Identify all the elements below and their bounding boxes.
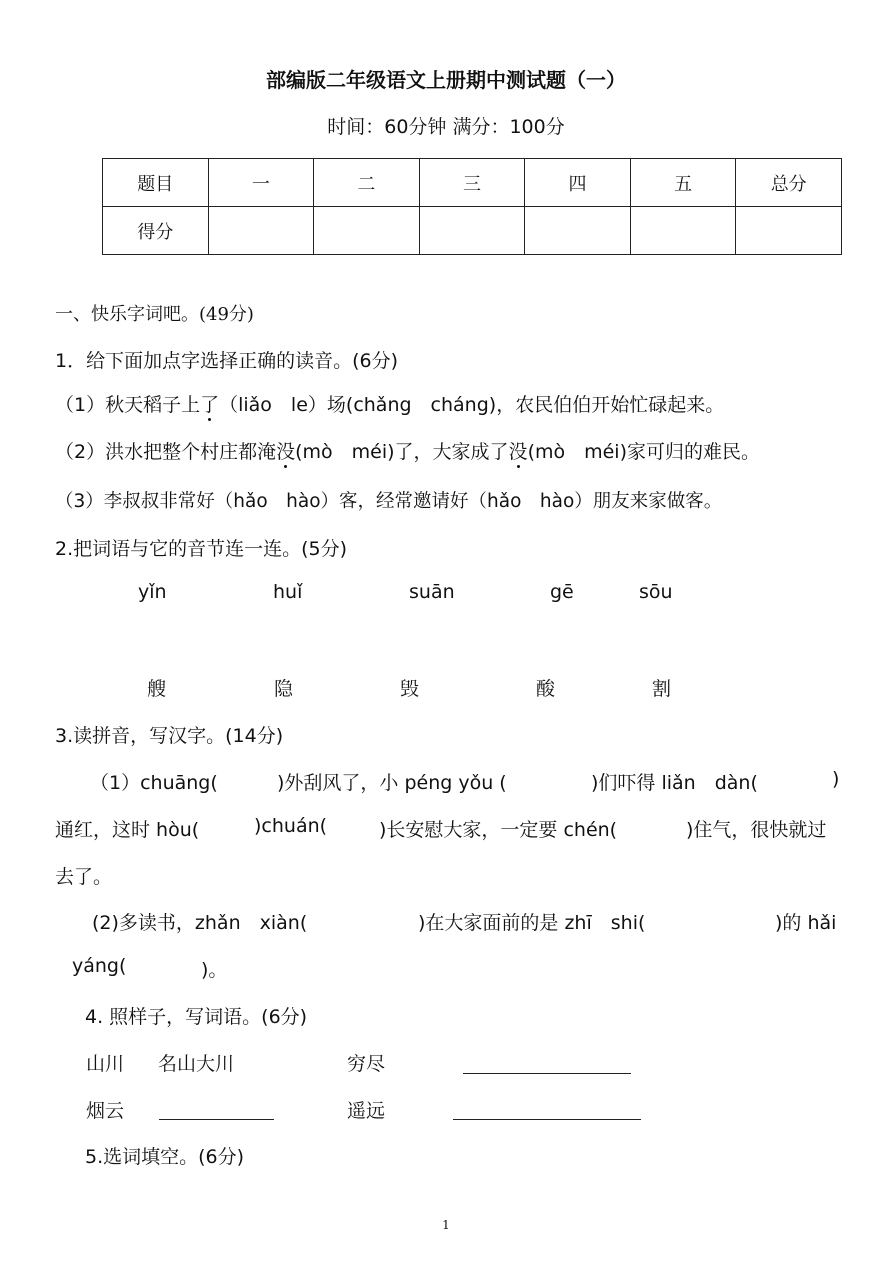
q3-text: )。: [201, 959, 228, 981]
section-heading: 一、快乐字词吧。(49分): [55, 304, 254, 325]
pinyin-item: gē: [550, 581, 574, 603]
score-cell: [525, 207, 631, 255]
word-prompt: 穷尽: [347, 1053, 386, 1075]
word-prompt: 遥远: [347, 1100, 386, 1122]
score-header-cell: 五: [630, 159, 736, 207]
score-header-cell: 三: [419, 159, 525, 207]
example-word: 山川: [86, 1053, 125, 1075]
q3-text: )chuán(: [254, 815, 328, 837]
score-cell: [630, 207, 736, 255]
q3-text: )在大家面前的是 zhī shi(: [418, 912, 646, 934]
page-title: 部编版二年级语文上册期中测试题（一）: [266, 68, 626, 92]
pinyin-item: suān: [409, 581, 455, 603]
character-item: 隐: [274, 678, 294, 700]
score-header-cell: 总分: [736, 159, 842, 207]
score-cell: [208, 207, 314, 255]
dotted-char: 没: [276, 441, 296, 463]
exam-info: 时间：60分钟 满分：100分: [327, 116, 565, 138]
pinyin-item: yǐn: [138, 581, 167, 603]
q3-text: )住气，很快就过: [686, 819, 827, 841]
q3-text: (2)多读书，zhǎn xiàn(: [92, 912, 308, 934]
q3-text: 去了。: [55, 866, 113, 888]
q3-text: yáng(: [72, 955, 127, 977]
score-cell: [736, 207, 842, 255]
question-1-line-3: （3）李叔叔非常好（hǎo hào）客，经常邀请好（hǎo hào）朋友来家做客。: [55, 491, 723, 512]
question-2-title: 2.把词语与它的音节连一连。(5分): [55, 538, 348, 560]
score-header-cell: 四: [525, 159, 631, 207]
question-4-title: 4. 照样子，写词语。(6分): [85, 1006, 308, 1028]
q3-text: )外刮风了，小 péng yǒu (: [277, 772, 507, 794]
dotted-char: 了: [200, 394, 220, 416]
question-1-title: 1．给下面加点字选择正确的读音。(6分): [55, 350, 399, 372]
score-row-label: 得分: [103, 207, 209, 255]
question-3-title: 3.读拼音，写汉字。(14分): [55, 725, 284, 747]
q3-text: )的 hǎi: [775, 912, 837, 934]
q3-text: )们吓得 liǎn dàn(: [591, 772, 758, 794]
q3-text: ): [832, 768, 840, 790]
q3-text: 通红，这时 hòu(: [55, 819, 200, 841]
question-5-title: 5.选词填空。(6分): [85, 1146, 245, 1168]
dotted-char: 没: [508, 441, 528, 463]
question-1-line-1: （1）秋天稻子上了（liǎo le）场(chǎng cháng)，农民伯伯开始忙碌起来。: [55, 394, 725, 416]
question-1-line-2: （2）洪水把整个村庄都淹没(mò méi)了，大家成了没(mò méi)家可归的难民。: [55, 441, 760, 463]
answer-line[interactable]: [463, 1073, 631, 1074]
q3-text: )长安慰大家，一定要 chén(: [379, 819, 618, 841]
score-table-header-row: [103, 159, 842, 207]
word-prompt: 烟云: [86, 1100, 125, 1122]
pinyin-item: huǐ: [273, 581, 303, 603]
example-answer: 名山大川: [158, 1053, 235, 1075]
character-item: 毁: [400, 678, 420, 700]
score-header-cell: 二: [314, 159, 420, 207]
score-table-score-row: [103, 207, 842, 255]
score-header-cell: 一: [208, 159, 314, 207]
character-item: 割: [652, 678, 672, 700]
score-cell: [314, 207, 420, 255]
page-number: 1: [442, 1218, 450, 1232]
character-item: 酸: [536, 678, 556, 700]
score-cell: [419, 207, 525, 255]
q3-text: （1）chuāng(: [90, 772, 218, 794]
answer-line[interactable]: [159, 1119, 274, 1120]
answer-line[interactable]: [453, 1119, 641, 1120]
pinyin-item: sōu: [639, 581, 673, 603]
character-item: 艘: [147, 678, 167, 700]
score-header-cell: 题目: [103, 159, 209, 207]
score-table: [102, 158, 842, 255]
